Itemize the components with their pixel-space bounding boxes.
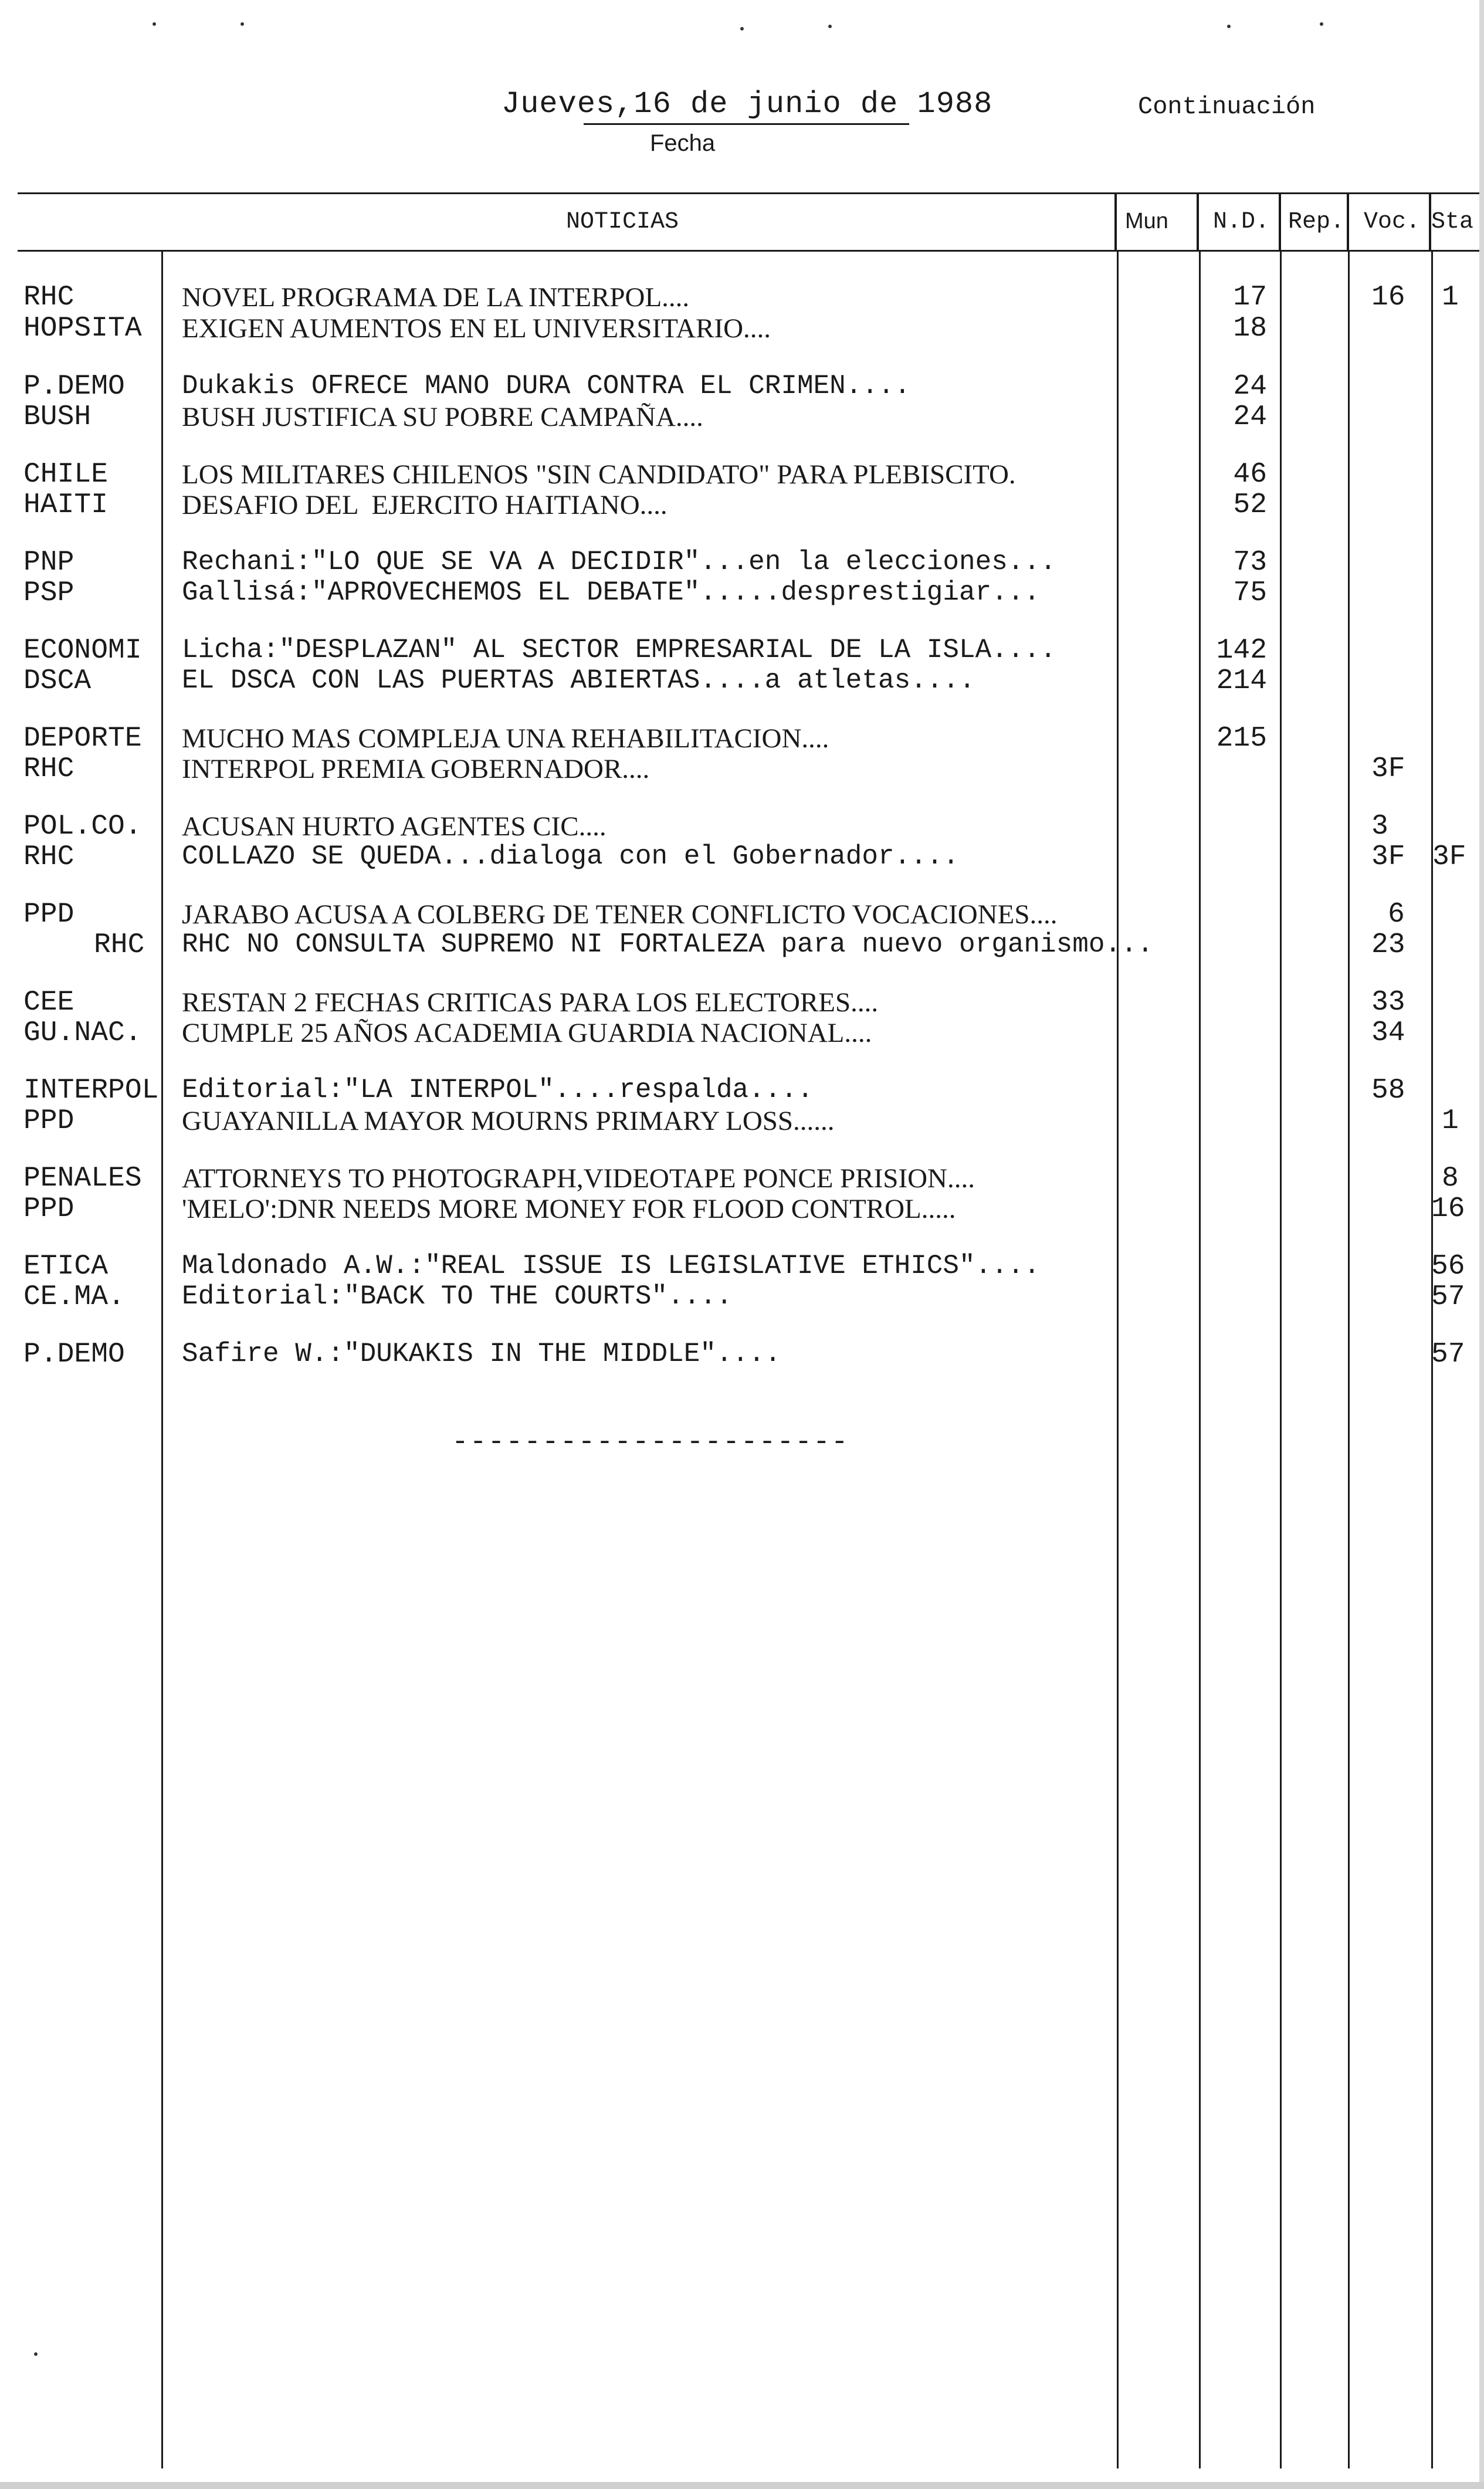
- row-sta: 1: [1442, 1105, 1459, 1137]
- scan-speck: [153, 22, 156, 26]
- row-code: DEPORTE: [23, 723, 142, 754]
- row-voc: 33: [1371, 987, 1405, 1018]
- row-title: CUMPLE 25 AÑOS ACADEMIA GUARDIA NACIONAL....: [182, 1018, 872, 1048]
- mun-column-divider: [1117, 251, 1119, 2468]
- row-code: P.DEMO: [23, 371, 125, 402]
- row-code: ETICA: [23, 1251, 109, 1282]
- date-text: Jueves,16 de junio de 1988: [502, 87, 993, 121]
- continuation-label: Continuación: [1138, 93, 1316, 121]
- row-code: RHC: [23, 753, 74, 785]
- nd-divider-top: [1197, 194, 1199, 250]
- table-top-rule: [18, 192, 1484, 194]
- row-title: 'MELO':DNR NEEDS MORE MONEY FOR FLOOD CONTROL.....: [182, 1194, 956, 1224]
- row-title: Editorial:"LA INTERPOL"....respalda....: [182, 1075, 814, 1105]
- row-voc: 3F: [1371, 753, 1405, 785]
- row-code: GU.NAC.: [23, 1017, 142, 1049]
- row-title: Editorial:"BACK TO THE COURTS"....: [182, 1281, 733, 1312]
- row-code: INTERPOL: [23, 1075, 159, 1106]
- date-underline: [584, 123, 909, 125]
- scan-edge: [1479, 0, 1484, 2489]
- row-code: CEE: [23, 987, 74, 1018]
- scan-speck: [34, 2352, 38, 2356]
- row-code: RHC: [23, 282, 74, 313]
- mun-divider-top: [1114, 194, 1117, 250]
- row-sta: 56: [1431, 1251, 1465, 1282]
- row-title: BUSH JUSTIFICA SU POBRE CAMPAÑA....: [182, 402, 703, 432]
- row-code: DSCA: [23, 665, 92, 697]
- header-voc: Voc.: [1364, 209, 1421, 235]
- row-voc: 3: [1371, 811, 1388, 842]
- row-title: Licha:"DESPLAZAN" AL SECTOR EMPRESARIAL DE LA ISLA....: [182, 635, 1056, 665]
- row-title: COLLAZO SE QUEDA...dialoga con el Gobernador....: [182, 841, 960, 872]
- row-code: PPD: [23, 1105, 74, 1137]
- row-title: INTERPOL PREMIA GOBERNADOR....: [182, 754, 650, 784]
- row-voc: 23: [1371, 929, 1405, 961]
- row-sta: 1: [1442, 282, 1459, 313]
- row-nd: 46: [1233, 459, 1267, 490]
- header-mun: Mun: [1125, 209, 1168, 233]
- row-code: PNP: [23, 547, 74, 578]
- end-divider: ----------------------: [452, 1427, 849, 1458]
- row-code: RHC: [23, 841, 74, 873]
- scan-speck: [1320, 22, 1323, 26]
- row-nd: 142: [1216, 635, 1267, 666]
- header-noticias: NOTICIAS: [566, 209, 679, 235]
- row-voc: 6: [1388, 899, 1405, 930]
- row-code: P.DEMO: [23, 1339, 125, 1370]
- row-title: Maldonado A.W.:"REAL ISSUE IS LEGISLATIVE ETHICS"....: [182, 1251, 1041, 1281]
- row-title: ACUSAN HURTO AGENTES CIC....: [182, 811, 607, 842]
- rep-column-divider: [1280, 251, 1282, 2468]
- rep-divider-top: [1279, 194, 1281, 250]
- row-title: Dukakis OFRECE MANO DURA CONTRA EL CRIMEN....: [182, 371, 911, 401]
- row-title: JARABO ACUSA A COLBERG DE TENER CONFLICTO VOCACIONES....: [182, 899, 1058, 930]
- row-title: ATTORNEYS TO PHOTOGRAPH,VIDEOTAPE PONCE PRISION....: [182, 1163, 975, 1194]
- scan-speck: [240, 22, 244, 26]
- row-title: DESAFIO DEL EJERCITO HAITIANO....: [182, 490, 668, 520]
- row-sta: 57: [1431, 1281, 1465, 1313]
- row-nd: 24: [1233, 371, 1267, 402]
- row-code: HAITI: [23, 489, 109, 521]
- row-code: PPD: [23, 899, 74, 930]
- scan-speck: [740, 27, 744, 31]
- voc-column-divider: [1348, 251, 1350, 2468]
- row-code: PSP: [23, 577, 74, 609]
- row-code: HOPSITA: [23, 313, 142, 344]
- row-nd: 24: [1233, 401, 1267, 433]
- row-title: Safire W.:"DUKAKIS IN THE MIDDLE"....: [182, 1339, 781, 1369]
- row-voc: 3F: [1371, 841, 1405, 873]
- row-nd: 215: [1216, 723, 1267, 754]
- row-voc: 16: [1371, 282, 1405, 313]
- row-sta: 8: [1442, 1163, 1459, 1194]
- row-sta: 16: [1431, 1193, 1465, 1225]
- row-nd: 18: [1233, 313, 1267, 344]
- row-nd: 17: [1233, 282, 1267, 313]
- row-nd: 73: [1233, 547, 1267, 578]
- row-title: NOVEL PROGRAMA DE LA INTERPOL....: [182, 282, 690, 313]
- code-column-divider: [161, 251, 163, 2468]
- row-title: EL DSCA CON LAS PUERTAS ABIERTAS....a atletas....: [182, 665, 975, 696]
- row-nd: 214: [1216, 665, 1267, 697]
- scan-speck: [1227, 25, 1231, 28]
- row-code: ECONOMI: [23, 635, 142, 666]
- row-voc: 58: [1371, 1075, 1405, 1106]
- row-nd: 75: [1233, 577, 1267, 609]
- row-title: MUCHO MAS COMPLEJA UNA REHABILITACION....: [182, 723, 829, 754]
- table-header-rule: [18, 250, 1484, 252]
- row-title: EXIGEN AUMENTOS EN EL UNIVERSITARIO....: [182, 313, 771, 344]
- row-code: CE.MA.: [23, 1281, 125, 1313]
- row-code: CHILE: [23, 459, 109, 490]
- header-nd: N.D.: [1213, 209, 1270, 235]
- row-code: BUSH: [23, 401, 92, 433]
- row-voc: 34: [1371, 1017, 1405, 1049]
- row-title: Rechani:"LO QUE SE VA A DECIDIR"...en la elecciones...: [182, 547, 1056, 577]
- scan-bottom-edge: [0, 2482, 1484, 2489]
- row-title: GUAYANILLA MAYOR MOURNS PRIMARY LOSS......: [182, 1106, 835, 1136]
- row-title: RHC NO CONSULTA SUPREMO NI FORTALEZA para nuevo organismo...: [182, 929, 1154, 960]
- voc-divider-top: [1347, 194, 1349, 250]
- row-title: LOS MILITARES CHILENOS "SIN CANDIDATO" PARA PLEBISCITO.: [182, 459, 1016, 490]
- header-rep: Rep.: [1288, 209, 1345, 235]
- row-title: RESTAN 2 FECHAS CRITICAS PARA LOS ELECTORES....: [182, 987, 879, 1018]
- row-code: RHC: [94, 929, 145, 961]
- header-sta: Sta: [1431, 209, 1474, 235]
- row-title: Gallisá:"APROVECHEMOS EL DEBATE".....desprestigiar...: [182, 577, 1041, 608]
- row-sta: 3F: [1432, 841, 1466, 873]
- row-code: PPD: [23, 1193, 74, 1225]
- row-nd: 52: [1233, 489, 1267, 521]
- date-label: Fecha: [650, 130, 716, 156]
- scan-speck: [828, 25, 832, 28]
- row-sta: 57: [1431, 1339, 1465, 1370]
- row-code: PENALES: [23, 1163, 142, 1194]
- row-code: POL.CO.: [23, 811, 142, 842]
